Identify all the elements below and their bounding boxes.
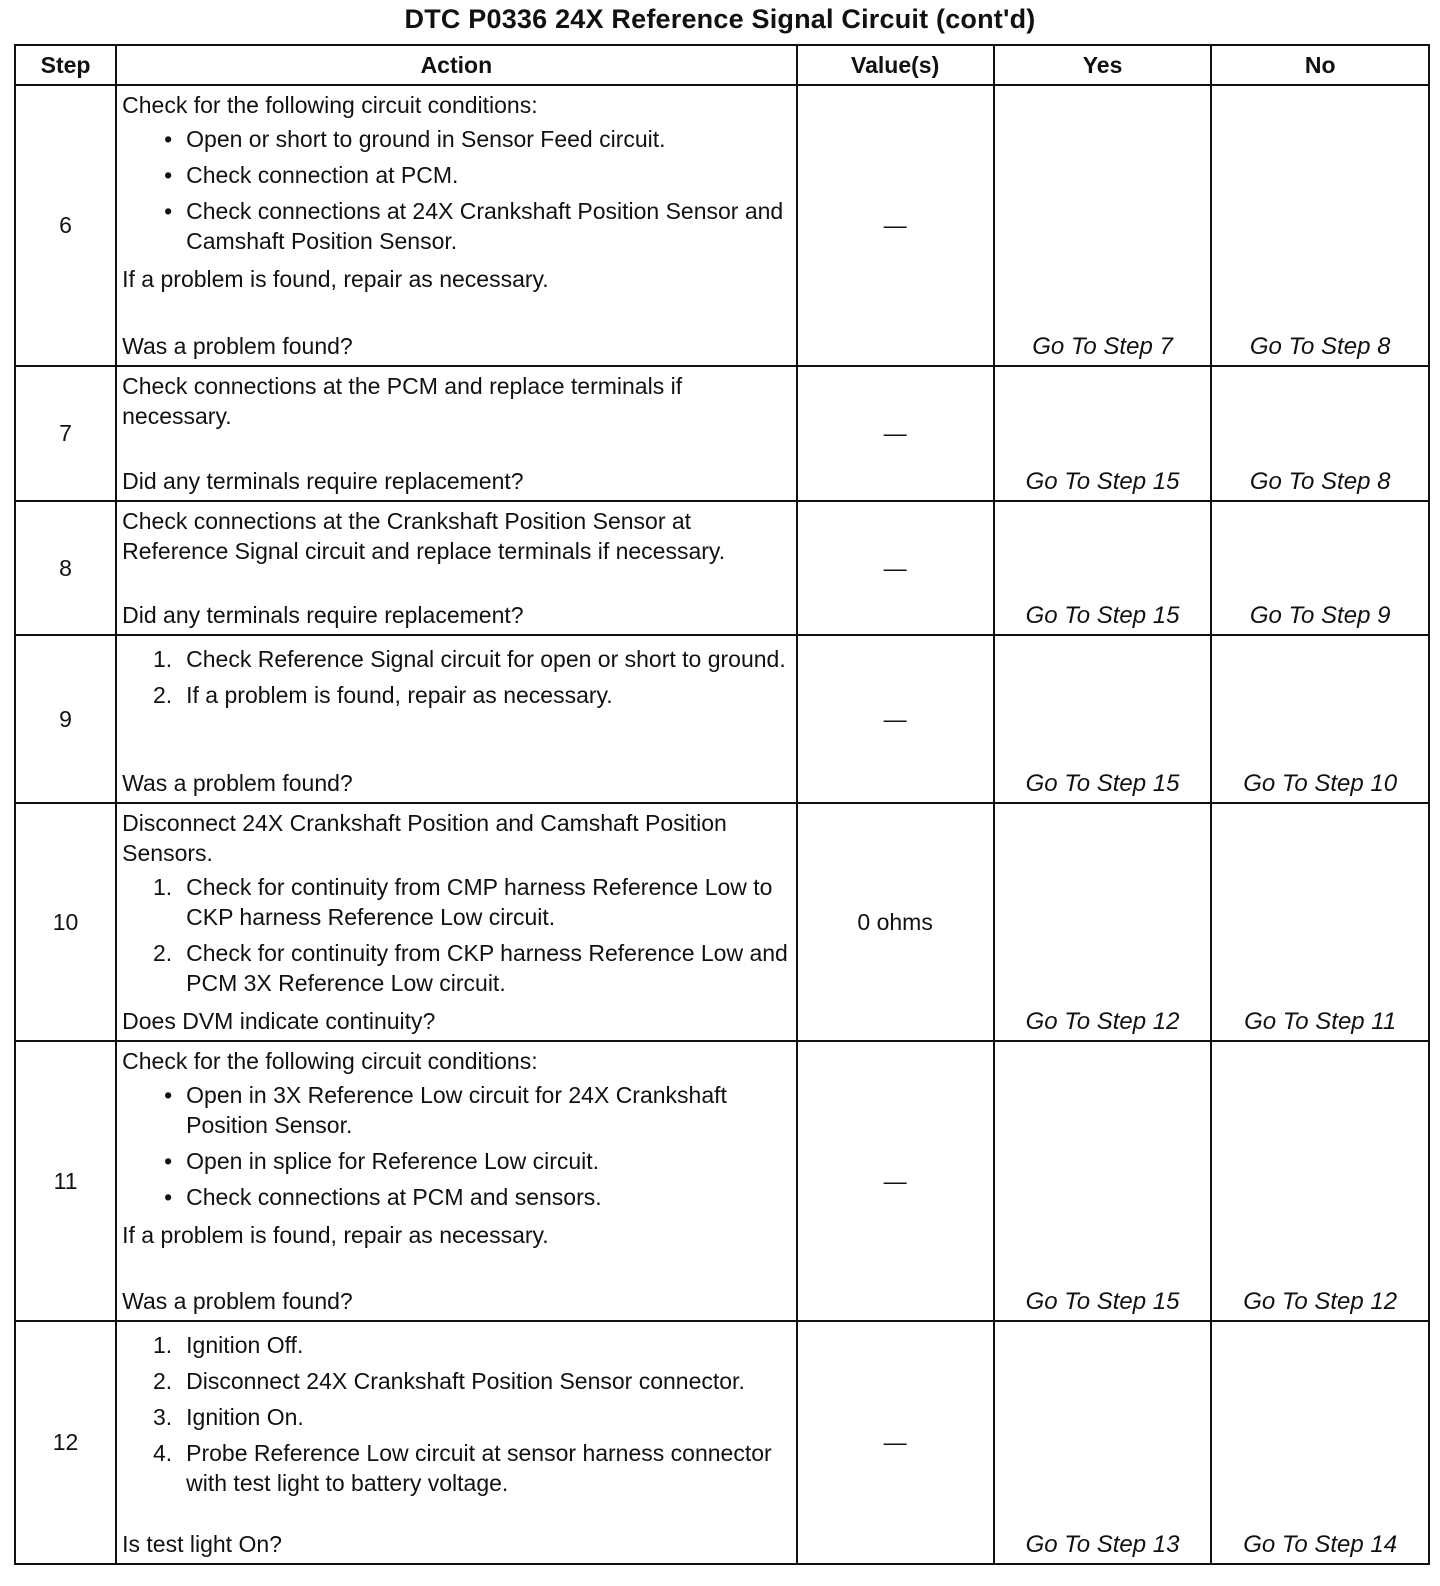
- list-marker: •: [164, 1148, 173, 1174]
- value-cell: —: [797, 1321, 994, 1564]
- list-item: [122, 1146, 791, 1176]
- table-row: [15, 85, 1429, 366]
- action-list: [122, 124, 791, 262]
- list-text: Open in 3X Reference Low circuit for 24X Crankshaft Position Sensor.: [186, 1082, 727, 1138]
- action-question: Was a problem found?: [122, 770, 353, 796]
- no-goto: Go To Step 9: [1211, 501, 1429, 635]
- yes-goto: Go To Step 15: [994, 1041, 1212, 1321]
- action-cell: [116, 85, 796, 366]
- yes-goto: Go To Step 7: [994, 85, 1212, 366]
- list-marker: 1.: [152, 646, 173, 672]
- value-cell: —: [797, 1041, 994, 1321]
- no-goto: Go To Step 8: [1211, 85, 1429, 366]
- step-number: 9: [15, 635, 116, 803]
- list-text: Check connections at 24X Crankshaft Position Sensor and Camshaft Position Sensor.: [186, 198, 784, 254]
- action-cell: [116, 1321, 796, 1564]
- list-item: [122, 680, 791, 710]
- list-marker: •: [164, 198, 173, 224]
- step-number: 11: [15, 1041, 116, 1321]
- list-text: Check connection at PCM.: [186, 162, 459, 188]
- list-text: Open in splice for Reference Low circuit.: [186, 1148, 600, 1174]
- value-cell: —: [797, 85, 994, 366]
- table-row: [15, 635, 1429, 803]
- step-number: 6: [15, 85, 116, 366]
- step-number: 7: [15, 366, 116, 501]
- list-item: [122, 160, 791, 190]
- no-goto: Go To Step 8: [1211, 366, 1429, 501]
- table-row: [15, 366, 1429, 501]
- action-question: Did any terminals require replacement?: [122, 468, 524, 494]
- table-body: [15, 85, 1429, 1564]
- header-row: [15, 45, 1429, 85]
- header-yes: Yes: [994, 45, 1212, 85]
- list-item: [122, 1366, 791, 1396]
- yes-goto: Go To Step 15: [994, 366, 1212, 501]
- list-marker: 2.: [152, 940, 173, 966]
- action-question: Was a problem found?: [122, 333, 353, 359]
- header-values: Value(s): [797, 45, 994, 85]
- action-cell: [116, 1041, 796, 1321]
- action-intro: Check for the following circuit conditions:: [122, 92, 538, 118]
- action-list: [122, 644, 791, 716]
- list-marker: 3.: [152, 1404, 173, 1430]
- list-text: Open or short to ground in Sensor Feed circuit.: [186, 126, 666, 152]
- action-list: [122, 872, 791, 1004]
- action-intro: Check connections at the Crankshaft Position Sensor at Reference Signal circuit and replace terminals if necessary.: [122, 508, 726, 564]
- list-text: Check for continuity from CKP harness Reference Low and PCM 3X Reference Low circuit.: [186, 940, 788, 996]
- no-goto: Go To Step 12: [1211, 1041, 1429, 1321]
- no-goto: Go To Step 14: [1211, 1321, 1429, 1564]
- list-text: Probe Reference Low circuit at sensor harness connector with test light to battery voltage.: [186, 1440, 772, 1496]
- yes-goto: Go To Step 12: [994, 803, 1212, 1041]
- list-text: If a problem is found, repair as necessary.: [186, 682, 613, 708]
- header-action: Action: [116, 45, 796, 85]
- value-cell: 0 ohms: [797, 803, 994, 1041]
- diagnostic-table: [14, 44, 1430, 1565]
- list-item: [122, 1080, 791, 1140]
- list-text: Disconnect 24X Crankshaft Position Sensor connector.: [186, 1368, 745, 1394]
- action-cell: [116, 501, 796, 635]
- action-intro: Disconnect 24X Crankshaft Position and Camshaft Position Sensors.: [122, 810, 727, 866]
- action-question: Is test light On?: [122, 1531, 282, 1557]
- list-item: [122, 1402, 791, 1432]
- action-question: Was a problem found?: [122, 1288, 353, 1314]
- no-goto: Go To Step 11: [1211, 803, 1429, 1041]
- action-list: [122, 1080, 791, 1218]
- step-number: 8: [15, 501, 116, 635]
- table-row: [15, 1321, 1429, 1564]
- value-cell: —: [797, 635, 994, 803]
- table-row: [15, 501, 1429, 635]
- value-cell: —: [797, 501, 994, 635]
- action-question: Does DVM indicate continuity?: [122, 1008, 436, 1034]
- list-text: Check Reference Signal circuit for open or short to ground.: [186, 646, 786, 672]
- list-marker: •: [164, 1082, 173, 1108]
- action-outro: If a problem is found, repair as necessary.: [122, 1222, 549, 1248]
- page-title: DTC P0336 24X Reference Signal Circuit (cont'd): [404, 4, 1036, 34]
- list-item: [122, 938, 791, 998]
- no-goto: Go To Step 10: [1211, 635, 1429, 803]
- list-marker: 2.: [152, 682, 173, 708]
- list-item: [122, 196, 791, 256]
- list-marker: •: [164, 126, 173, 152]
- header-step: Step: [15, 45, 116, 85]
- list-marker: 2.: [152, 1368, 173, 1394]
- list-marker: 1.: [152, 874, 173, 900]
- yes-goto: Go To Step 15: [994, 501, 1212, 635]
- list-marker: 1.: [152, 1332, 173, 1358]
- list-item: [122, 1330, 791, 1360]
- list-marker: •: [164, 162, 173, 188]
- yes-goto: Go To Step 15: [994, 635, 1212, 803]
- action-outro: If a problem is found, repair as necessary.: [122, 266, 549, 292]
- action-cell: [116, 803, 796, 1041]
- header-no: No: [1211, 45, 1429, 85]
- list-item: [122, 644, 791, 674]
- action-cell: [116, 635, 796, 803]
- action-intro: Check for the following circuit conditions:: [122, 1048, 538, 1074]
- action-list: [122, 1330, 791, 1504]
- list-item: [122, 872, 791, 932]
- action-cell: [116, 366, 796, 501]
- step-number: 10: [15, 803, 116, 1041]
- step-number: 12: [15, 1321, 116, 1564]
- action-intro: Check connections at the PCM and replace terminals if necessary.: [122, 373, 683, 429]
- list-marker: •: [164, 1184, 173, 1210]
- yes-goto: Go To Step 13: [994, 1321, 1212, 1564]
- list-item: [122, 1182, 791, 1212]
- list-text: Ignition On.: [186, 1404, 304, 1430]
- value-cell: —: [797, 366, 994, 501]
- list-text: Check for continuity from CMP harness Reference Low to CKP harness Reference Low circuit.: [186, 874, 773, 930]
- table-row: [15, 1041, 1429, 1321]
- list-text: Ignition Off.: [186, 1332, 304, 1358]
- list-text: Check connections at PCM and sensors.: [186, 1184, 602, 1210]
- list-item: [122, 124, 791, 154]
- action-question: Did any terminals require replacement?: [122, 602, 524, 628]
- list-marker: 4.: [152, 1440, 173, 1466]
- table-row: [15, 803, 1429, 1041]
- list-item: [122, 1438, 791, 1498]
